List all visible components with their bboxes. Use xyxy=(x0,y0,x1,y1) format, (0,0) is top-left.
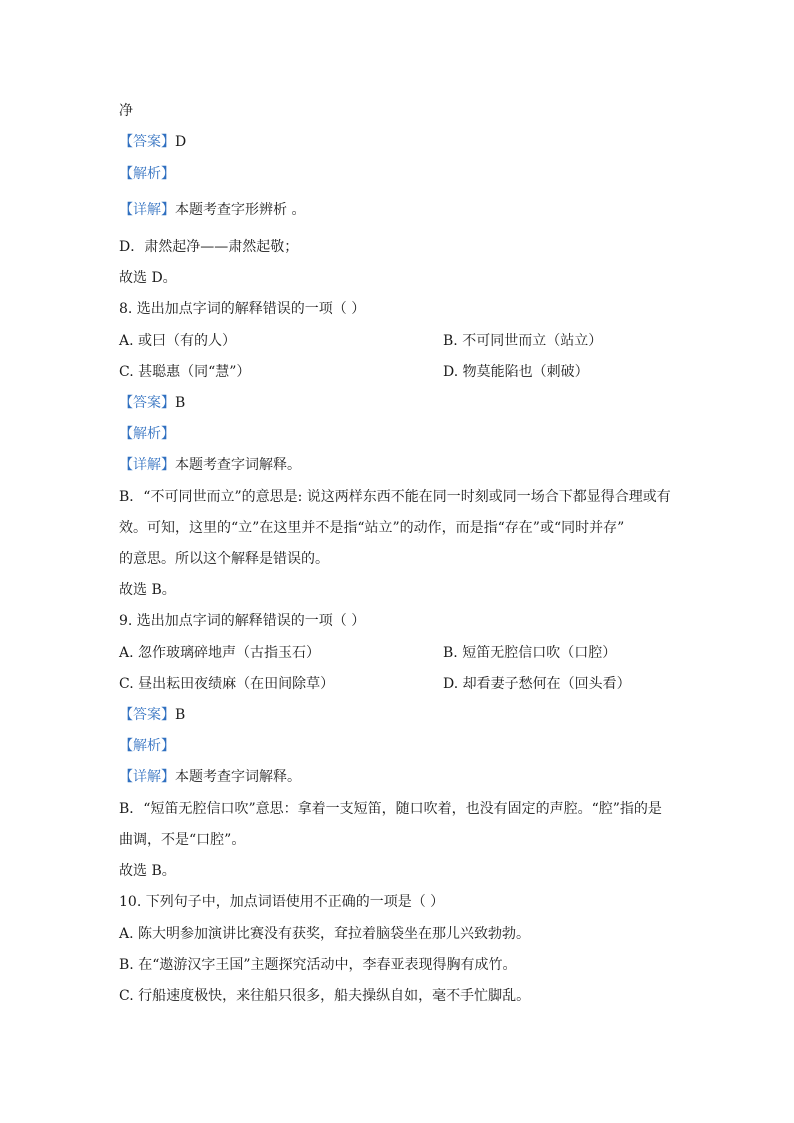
text-line: D．肃然起净——肃然起敬； xyxy=(119,239,299,255)
answer-value: D xyxy=(175,134,187,150)
text-line: 效。可知，这里的“立”在这里并不是指“站立”的动作，而是指“存在”或“同时并存” xyxy=(119,520,625,536)
detail-tag: 【详解】 xyxy=(119,769,175,785)
option-c: C. 行船速度极快，来往船只很多，船夫操纵自如，毫不手忙脚乱。 xyxy=(119,988,531,1004)
answer-tag: 【答案】 xyxy=(119,134,175,150)
detail-tag: 【详解】 xyxy=(119,202,175,218)
answer-line xyxy=(119,132,186,152)
text-line: B．“短笛无腔信口吹”意思：拿着一支短笛，随口吹着，也没有固定的声腔。“腔”指的是 xyxy=(119,801,662,817)
answer-tag: 【答案】 xyxy=(119,707,175,723)
detail-line xyxy=(119,767,301,787)
text-line: 故选 B。 xyxy=(119,863,176,879)
option-a: A. 忽作玻璃碎地声（古指玉石） xyxy=(119,645,321,661)
question-9: 9. 选出加点字词的解释错误的一项（ ） xyxy=(119,613,366,629)
answer-value: B xyxy=(175,707,186,723)
option-a: A. 或曰（有的人） xyxy=(119,333,237,349)
text-line: 曲调，不是“口腔”。 xyxy=(119,832,246,848)
answer-tag: 【答案】 xyxy=(119,395,175,411)
text-line: 故选 B。 xyxy=(119,582,176,598)
detail-line xyxy=(119,455,301,475)
option-b: B. 短笛无腔信口吹（口腔） xyxy=(443,645,617,661)
question-8: 8. 选出加点字词的解释错误的一项（ ） xyxy=(119,301,366,317)
question-10: 10. 下列句子中，加点词语使用不正确的一项是（ ） xyxy=(119,894,445,910)
detail-text: 本题考查字词解释。 xyxy=(175,769,301,785)
answer-value: B xyxy=(175,395,186,411)
detail-text: 本题考查字形辨析 。 xyxy=(175,202,306,218)
option-b: B. 在“遨游汉字王国”主题探究活动中，李春亚表现得胸有成竹。 xyxy=(119,957,517,973)
text-line: 的意思。所以这个解释是错误的。 xyxy=(119,551,329,567)
answer-line xyxy=(119,393,185,413)
analysis-tag: 【解析】 xyxy=(119,426,175,442)
text-line: 净 xyxy=(119,103,133,119)
analysis-tag: 【解析】 xyxy=(119,738,175,754)
text-line: 故选 D。 xyxy=(119,270,177,286)
option-d: D. 却看妻子愁何在（回头看） xyxy=(443,676,631,692)
answer-line xyxy=(119,705,185,725)
option-b: B. 不可同世而立（站立） xyxy=(443,333,603,349)
option-a: A. 陈大明参加演讲比赛没有获奖，耷拉着脑袋坐在那儿兴致勃勃。 xyxy=(119,926,531,942)
option-c: C. 昼出耘田夜绩麻（在田间除草） xyxy=(119,676,335,692)
option-d: D. 物莫能陷也（刺破） xyxy=(443,364,589,380)
option-c: C. 甚聪惠（同“慧”） xyxy=(119,364,251,380)
detail-text: 本题考查字词解释。 xyxy=(175,457,301,473)
detail-line xyxy=(119,200,305,220)
text-line: B．“不可同世而立”的意思是: 说这两样东西不能在同一时刻或同一场合下都显得合理或有 xyxy=(119,489,671,505)
detail-tag: 【详解】 xyxy=(119,457,175,473)
analysis-tag: 【解析】 xyxy=(119,166,175,182)
